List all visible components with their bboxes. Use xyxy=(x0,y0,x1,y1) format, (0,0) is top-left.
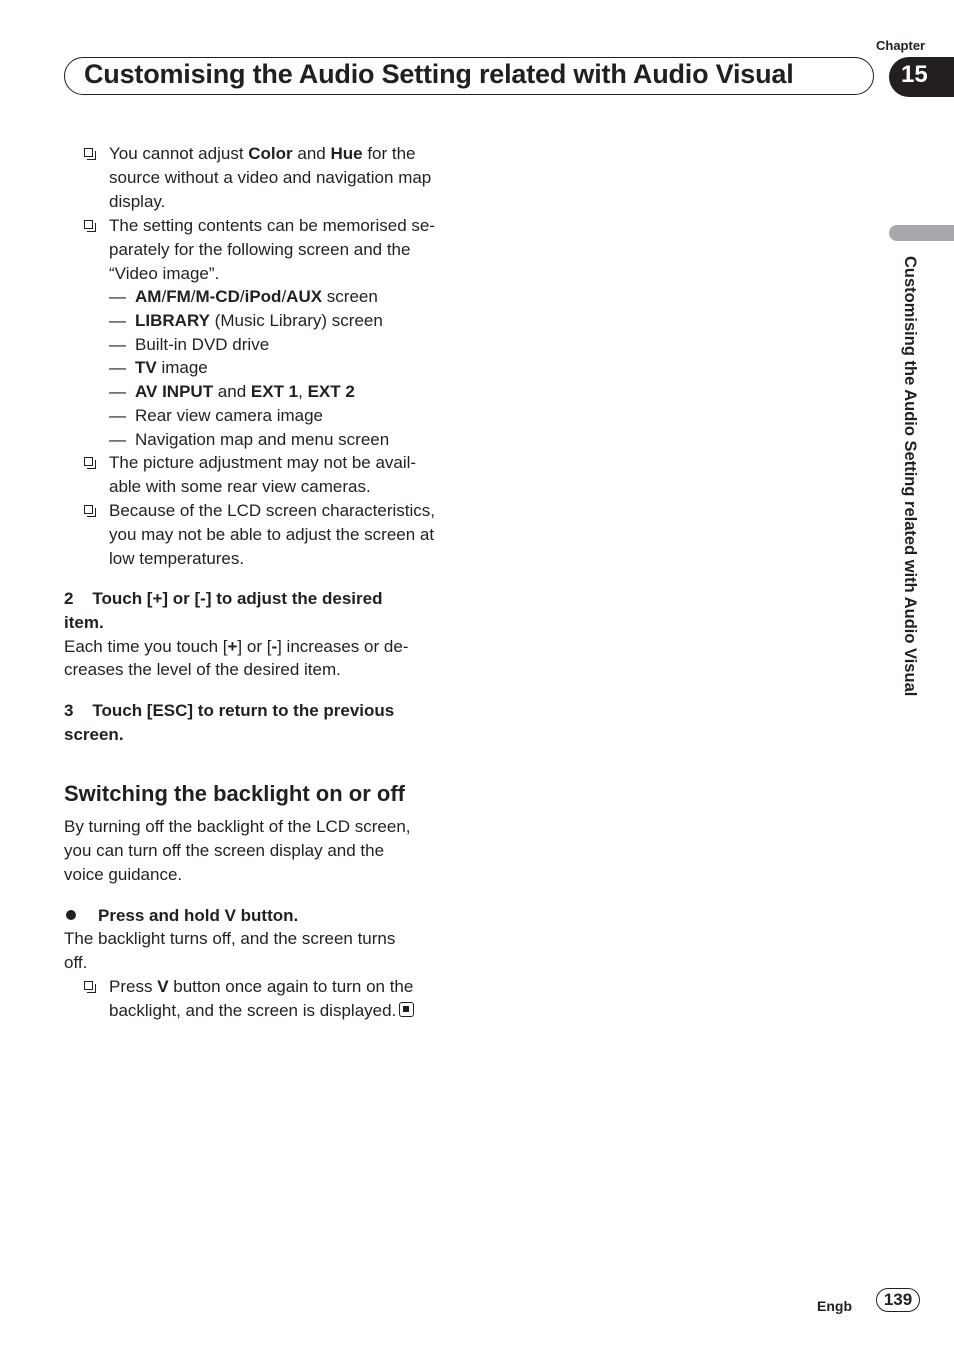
dash-bullet: — xyxy=(109,430,126,449)
note-text: button once again to turn on the xyxy=(168,977,414,996)
note-text: You cannot adjust xyxy=(109,144,249,163)
ext2-term: EXT 2 xyxy=(307,382,355,401)
step-text: Each time you touch [ xyxy=(64,636,228,656)
plus-key: + xyxy=(227,636,238,656)
list-text: and xyxy=(213,382,251,401)
note-text: The setting contents can be memorised se- xyxy=(109,216,435,235)
result-text: off. xyxy=(64,952,88,972)
v-button-term: V xyxy=(157,977,169,996)
source-ipod: iPod xyxy=(244,287,282,306)
instruction-text: Press and hold V button. xyxy=(98,906,299,925)
minus-key: - xyxy=(271,636,278,656)
color-term: Color xyxy=(248,144,293,163)
note-text: “Video image”. xyxy=(109,263,220,283)
list-item xyxy=(109,380,355,404)
step-text: ] or [ xyxy=(237,636,272,656)
side-tab-title: Customising the Audio Setting related with Audio Visual xyxy=(901,256,919,697)
step-heading: item. xyxy=(64,612,104,632)
step-body xyxy=(64,635,454,659)
page-title: Customising the Audio Setting related with Audio Visual xyxy=(84,59,794,89)
list-text: Built-in DVD drive xyxy=(135,335,270,354)
note-text: for the xyxy=(362,144,416,163)
chapter-label: Chapter xyxy=(876,38,926,53)
source-fm: FM xyxy=(166,287,191,306)
note-text: and xyxy=(292,144,331,163)
note-lcd-temperature xyxy=(84,499,454,570)
step-text: ] increases or de- xyxy=(277,636,409,656)
separator: / xyxy=(239,287,245,306)
list-item xyxy=(109,309,383,333)
note-box-icon xyxy=(84,148,93,157)
separator: / xyxy=(281,287,287,306)
end-of-section-icon xyxy=(399,1002,414,1017)
intro-text: By turning off the backlight of the LCD screen, xyxy=(64,817,411,836)
list-item xyxy=(109,285,378,309)
note-text: low temperatures. xyxy=(109,548,245,568)
list-item xyxy=(109,333,269,357)
separator: / xyxy=(161,287,167,306)
list-text: Navigation map and menu screen xyxy=(135,430,390,449)
note-box-icon xyxy=(84,505,93,514)
note-box-icon xyxy=(84,220,93,229)
dash-bullet: — xyxy=(109,311,126,330)
main-column xyxy=(64,142,454,1042)
note-text: you may not be able to adjust the screen at xyxy=(109,524,435,544)
instruction-bullet xyxy=(64,904,464,928)
source-am: AM xyxy=(135,287,162,306)
step-text: creases the level of the desired item. xyxy=(64,660,341,680)
note-backlight-on xyxy=(84,975,454,1023)
list-text: , xyxy=(298,382,308,401)
tv-term: TV xyxy=(135,358,157,377)
intro-text: you can turn off the screen display and the xyxy=(64,840,385,860)
separator: / xyxy=(190,287,196,306)
av-input-term: AV INPUT xyxy=(135,382,214,401)
instruction-result xyxy=(64,927,464,975)
section-intro xyxy=(64,815,464,886)
step-heading: 3 Touch [ESC] to return to the previous xyxy=(64,701,395,720)
result-text: The backlight turns off, and the screen turns xyxy=(64,929,396,948)
dash-bullet: — xyxy=(109,358,126,377)
source-aux: AUX xyxy=(286,287,323,306)
dash-bullet: — xyxy=(109,382,126,401)
note-rear-camera xyxy=(84,451,454,499)
bullet-icon xyxy=(66,910,76,920)
note-text: Because of the LCD screen characteristics, xyxy=(109,501,435,520)
ext1-term: EXT 1 xyxy=(250,382,299,401)
side-tab-marker xyxy=(889,225,954,241)
note-box-icon xyxy=(84,457,93,466)
step-heading: screen. xyxy=(64,724,124,744)
dash-bullet: — xyxy=(109,406,126,425)
step-2 xyxy=(64,587,454,682)
note-box-icon xyxy=(84,981,93,990)
library-term: LIBRARY xyxy=(135,311,210,330)
note-text: parately for the following screen and the xyxy=(109,239,411,259)
step-3 xyxy=(64,699,454,747)
list-text: Rear view camera image xyxy=(135,406,324,425)
dash-bullet: — xyxy=(109,335,126,354)
note-text: Press xyxy=(109,977,158,996)
list-text: screen xyxy=(322,287,378,306)
list-item xyxy=(109,356,208,380)
list-text: (Music Library) screen xyxy=(209,311,383,330)
note-text: able with some rear view cameras. xyxy=(109,476,371,496)
note-text: The picture adjustment may not be avail- xyxy=(109,453,417,472)
list-item xyxy=(109,428,389,452)
note-text: backlight, and the screen is displayed. xyxy=(109,1000,397,1020)
page-number: 139 xyxy=(876,1288,920,1312)
intro-text: voice guidance. xyxy=(64,864,183,884)
list-text: image xyxy=(156,358,208,377)
note-text: display. xyxy=(109,191,166,211)
chapter-number-badge: 15 xyxy=(889,57,954,97)
note-memorised-settings xyxy=(84,214,454,285)
note-text: source without a video and navigation map xyxy=(109,167,432,187)
source-mcd: M-CD xyxy=(195,287,240,306)
hue-term: Hue xyxy=(330,144,363,163)
note-color-hue xyxy=(84,142,454,213)
list-item xyxy=(109,404,323,428)
language-code: Engb xyxy=(817,1298,852,1314)
dash-bullet: — xyxy=(109,287,126,306)
section-heading: Switching the backlight on or off xyxy=(64,781,405,806)
step-heading: 2 Touch [+] or [-] to adjust the desired xyxy=(64,589,383,608)
